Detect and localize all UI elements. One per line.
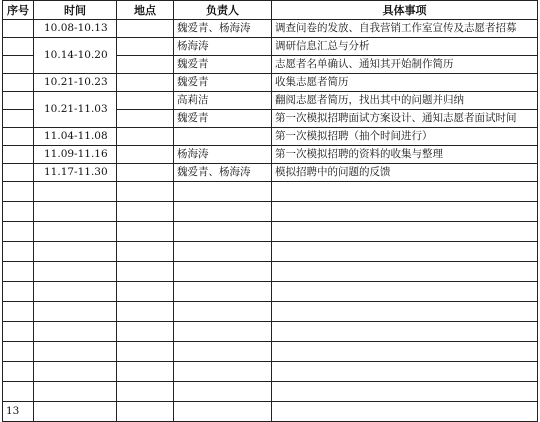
table-row: [3, 322, 538, 342]
cell-person: [174, 382, 272, 402]
cell-task: 翻阅志愿者简历，找出其中的问题并归纳: [272, 92, 538, 110]
table-row: [3, 38, 538, 56]
cell-task: 调查问卷的发放、自我营销工作室宣传及志愿者招募: [272, 20, 538, 38]
cell-place: [117, 146, 174, 164]
cell-time: 11.04-11.08: [34, 128, 117, 146]
header-person: 负责人: [174, 1, 272, 20]
cell-no: [3, 128, 34, 146]
cell-place: [117, 20, 174, 38]
cell-task: 收集志愿者简历: [272, 74, 538, 92]
cell-task: [272, 262, 538, 282]
cell-time: [34, 382, 117, 402]
cell-person: [174, 128, 272, 146]
cell-person: [174, 362, 272, 382]
cell-person: [174, 242, 272, 262]
cell-time: 10.21-10.23: [34, 74, 117, 92]
header-no: 序号: [3, 1, 34, 20]
table-row: [3, 282, 538, 302]
cell-person: 魏爱青: [174, 110, 272, 128]
cell-time: [34, 322, 117, 342]
cell-time: [34, 222, 117, 242]
table-row: [3, 362, 538, 382]
schedule-table: [2, 0, 538, 422]
cell-no: [3, 342, 34, 362]
cell-place: [117, 282, 174, 302]
cell-time: [34, 182, 117, 202]
table-row: [3, 182, 538, 202]
cell-person: 高莉洁: [174, 92, 272, 110]
cell-no: [3, 74, 34, 92]
header-row: [3, 1, 538, 20]
cell-task: [272, 302, 538, 322]
cell-place: [117, 56, 174, 74]
table-row: [3, 302, 538, 322]
cell-task: [272, 382, 538, 402]
cell-place: [117, 110, 174, 128]
table-row: [3, 92, 538, 110]
cell-time: [34, 302, 117, 322]
schedule-sheet: [2, 0, 537, 422]
cell-time: [34, 202, 117, 222]
table-body: [3, 20, 538, 422]
cell-no: [3, 262, 34, 282]
table-row: [3, 222, 538, 242]
cell-no: [3, 164, 34, 182]
cell-place: [117, 322, 174, 342]
header-time: 时间: [34, 1, 117, 20]
table-row: [3, 342, 538, 362]
cell-no: [3, 20, 34, 38]
cell-no: [3, 182, 34, 202]
cell-person: 杨海涛: [174, 146, 272, 164]
cell-time: [34, 362, 117, 382]
cell-person: [174, 262, 272, 282]
cell-place: [117, 262, 174, 282]
cell-no: [3, 92, 34, 110]
table-row: [3, 242, 538, 262]
cell-task: 模拟招聘中的问题的反馈: [272, 164, 538, 182]
cell-time: [34, 282, 117, 302]
table-row: [3, 382, 538, 402]
cell-time: [34, 342, 117, 362]
cell-place: [117, 222, 174, 242]
cell-task: [272, 202, 538, 222]
header-task: 具体事项: [272, 1, 538, 20]
cell-person: [174, 202, 272, 222]
cell-person: 魏爱青、杨海涛: [174, 20, 272, 38]
cell-place: [117, 202, 174, 222]
table-row: [3, 128, 538, 146]
cell-no: [3, 382, 34, 402]
cell-place: [117, 164, 174, 182]
cell-time: [34, 402, 117, 422]
cell-no: [3, 38, 34, 56]
cell-task: [272, 182, 538, 202]
table-row: [3, 146, 538, 164]
cell-place: [117, 302, 174, 322]
cell-person: 魏爱青、杨海涛: [174, 164, 272, 182]
cell-task: [272, 242, 538, 262]
cell-task: [272, 282, 538, 302]
table-row: [3, 202, 538, 222]
cell-time: 11.09-11.16: [34, 146, 117, 164]
table-row: [3, 20, 538, 38]
cell-no: [3, 282, 34, 302]
cell-no: [3, 302, 34, 322]
cell-no: [3, 202, 34, 222]
cell-place: [117, 242, 174, 262]
cell-place: [117, 38, 174, 56]
cell-place: [117, 128, 174, 146]
cell-task: [272, 342, 538, 362]
cell-time: 10.08-10.13: [34, 20, 117, 38]
cell-place: [117, 382, 174, 402]
cell-place: [117, 182, 174, 202]
cell-time: 10.14-10.20: [34, 38, 117, 74]
cell-person: [174, 282, 272, 302]
cell-no: 13: [3, 402, 34, 422]
cell-no: [3, 322, 34, 342]
cell-task: 调研信息汇总与分析: [272, 38, 538, 56]
cell-place: [117, 342, 174, 362]
table-row: [3, 164, 538, 182]
cell-person: 杨海涛: [174, 38, 272, 56]
cell-person: [174, 402, 272, 422]
cell-person: [174, 302, 272, 322]
cell-no: [3, 222, 34, 242]
cell-task: [272, 362, 538, 382]
cell-person: [174, 342, 272, 362]
cell-person: 魏爱青: [174, 56, 272, 74]
cell-person: [174, 222, 272, 242]
cell-task: [272, 402, 538, 422]
cell-place: [117, 92, 174, 110]
cell-no: [3, 56, 34, 74]
header-place: 地点: [117, 1, 174, 20]
cell-place: [117, 362, 174, 382]
cell-time: 11.17-11.30: [34, 164, 117, 182]
cell-no: [3, 110, 34, 128]
cell-person: 魏爱青: [174, 74, 272, 92]
cell-time: [34, 242, 117, 262]
cell-no: [3, 242, 34, 262]
cell-task: 第一次模拟招聘面试方案设计、通知志愿者面试时间: [272, 110, 538, 128]
table-row: [3, 402, 538, 422]
cell-task: [272, 322, 538, 342]
cell-person: [174, 182, 272, 202]
cell-time: [34, 262, 117, 282]
cell-no: [3, 362, 34, 382]
cell-task: 志愿者名单确认、通知其开始制作简历: [272, 56, 538, 74]
cell-place: [117, 402, 174, 422]
cell-time: 10.21-11.03: [34, 92, 117, 128]
cell-place: [117, 74, 174, 92]
cell-task: [272, 222, 538, 242]
cell-no: [3, 146, 34, 164]
table-row: [3, 74, 538, 92]
cell-task: 第一次模拟招聘的资料的收集与整理: [272, 146, 538, 164]
cell-task: 第一次模拟招聘（抽个时间进行）: [272, 128, 538, 146]
cell-person: [174, 322, 272, 342]
table-row: [3, 262, 538, 282]
